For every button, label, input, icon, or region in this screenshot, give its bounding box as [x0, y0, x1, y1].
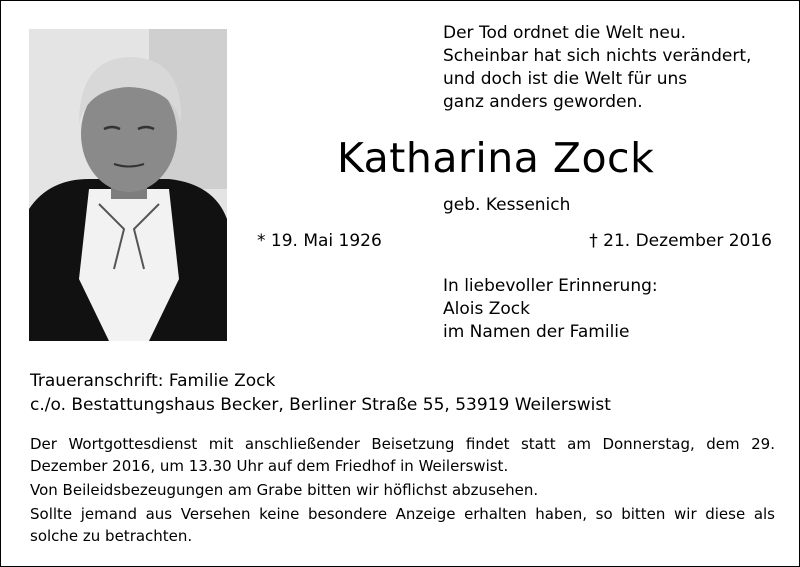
portrait-photo [29, 29, 227, 341]
address-line: Traueranschrift: Familie Zock [30, 371, 276, 391]
birth-name: geb. Kessenich [443, 195, 571, 215]
quote-line: ganz anders geworden. [443, 92, 643, 112]
quote-block [443, 22, 751, 114]
address-line: c./o. Bestattungshaus Becker, Berliner Straße 55, 53919 Weilerswist [30, 395, 611, 415]
memory-line: In liebevoller Erinnerung: [443, 276, 658, 296]
memory-block [443, 275, 658, 344]
birth-date: * 19. Mai 1926 [257, 231, 382, 251]
memory-line: Alois Zock [443, 299, 530, 319]
condolences-text: Von Beileidsbezeugungen am Grabe bitten wir höflichst abzusehen. [30, 481, 539, 499]
mourning-address [30, 369, 611, 417]
quote-line: Scheinbar hat sich nichts verändert, [443, 46, 752, 66]
death-date: † 21. Dezember 2016 [589, 231, 772, 251]
portrait-illustration [29, 29, 227, 341]
memory-line: im Namen der Familie [443, 322, 630, 342]
service-text: Der Wortgottesdienst mit anschließender Beisetzung findet statt am Donnerstag, dem 29. Dezember 2016, um 13.30 Uhr auf dem Friedhof in Weilerswist. [30, 435, 775, 475]
quote-line: und doch ist die Welt für uns [443, 69, 688, 89]
info-block [30, 433, 775, 549]
notice-text: Sollte jemand aus Versehen keine besondere Anzeige erhalten haben, so bitten wir diese als solche zu betrachten. [30, 505, 775, 545]
deceased-name: Katharina Zock [337, 134, 655, 182]
quote-line: Der Tod ordnet die Welt neu. [443, 23, 687, 43]
